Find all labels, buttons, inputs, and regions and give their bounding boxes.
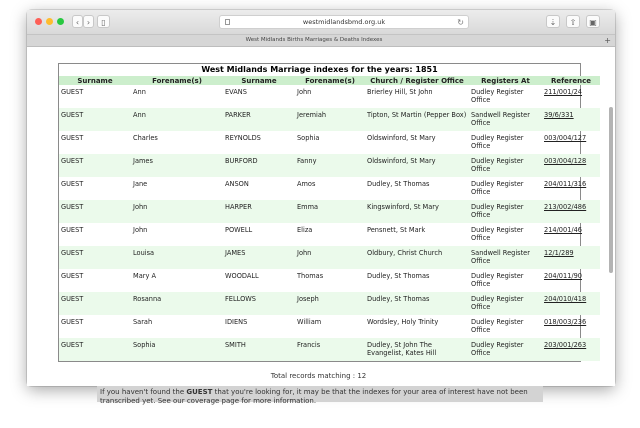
cell-reference xyxy=(542,177,600,200)
marriage-index-table xyxy=(58,63,591,362)
col-header-spouse-surname: Surname xyxy=(223,76,295,85)
forward-arrow-icon[interactable]: › xyxy=(83,15,94,28)
table-row xyxy=(59,154,600,177)
address-bar[interactable] xyxy=(219,15,469,29)
reference-link[interactable]: 003/004/127 xyxy=(544,134,587,142)
cell-church: Pensnett, St Mark xyxy=(367,226,426,234)
cell-spouse-forenames: Jeremiah xyxy=(295,108,365,131)
total-records: Total records matching : 12 xyxy=(270,372,367,380)
cell-surname: GUEST xyxy=(59,292,131,315)
reference-link[interactable]: 214/001/46 xyxy=(544,226,583,234)
cell-surname: GUEST xyxy=(59,338,131,361)
notice-text-after: that you're looking for, it may be that the indexes for your area of interest have not been transcribed yet. See our coverage page for more information. xyxy=(100,388,528,405)
cell-spouse-forenames: Thomas xyxy=(297,272,324,280)
cell-spouse-forenames: Sophia xyxy=(297,134,320,142)
tabs-overview-icon[interactable]: ▣ xyxy=(586,15,600,28)
cell-reference xyxy=(542,246,600,269)
cell-registers-at: Dudley Register Office xyxy=(471,318,524,334)
cell-forenames: Ann xyxy=(133,88,146,96)
cell-forenames: Ann xyxy=(131,108,223,131)
reload-icon[interactable]: ↻ xyxy=(457,18,464,27)
reference-link[interactable]: 211/001/24 xyxy=(544,88,583,96)
cell-spouse-forenames: John xyxy=(295,246,365,269)
cell-reference xyxy=(542,200,600,223)
cell-spouse-surname: ANSON xyxy=(225,180,249,188)
table-row xyxy=(59,246,600,269)
cell-registers-at: Dudley Register Office xyxy=(469,338,542,361)
browser-window xyxy=(27,10,615,405)
url-text: westmidlandsbmd.org.uk xyxy=(302,18,386,26)
table-row xyxy=(59,338,600,361)
cell-registers-at: Sandwell Register Office xyxy=(469,108,542,131)
sidebar-icon[interactable]: ▯ xyxy=(97,15,110,28)
table-row xyxy=(59,315,600,338)
cell-surname: GUEST xyxy=(61,226,84,234)
cell-spouse-surname: IDIENS xyxy=(225,318,248,326)
table-title: West Midlands Marriage indexes for the years: 1851 xyxy=(201,65,438,74)
cell-spouse-surname: REYNOLDS xyxy=(225,134,261,142)
cell-spouse-forenames: Fanny xyxy=(295,154,365,177)
col-header-surname: Surname xyxy=(59,76,131,85)
reference-link[interactable]: 003/004/128 xyxy=(544,157,587,165)
cell-forenames: John xyxy=(131,200,223,223)
col-header-registers-at: Registers At xyxy=(469,76,542,85)
cell-registers-at: Dudley Register Office xyxy=(469,292,542,315)
cell-reference xyxy=(542,154,600,177)
cell-registers-at: Dudley Register Office xyxy=(469,154,542,177)
cell-registers-at: Dudley Register Office xyxy=(471,180,524,196)
cell-reference xyxy=(542,223,600,246)
cell-registers-at: Dudley Register Office xyxy=(469,200,542,223)
notice-surname: GUEST xyxy=(186,388,213,396)
table-row xyxy=(59,200,600,223)
cell-reference xyxy=(542,338,600,361)
cell-spouse-surname: POWELL xyxy=(225,226,253,234)
table-row xyxy=(59,108,600,131)
col-header-reference: Reference xyxy=(542,76,600,85)
reference-link[interactable]: 203/001/263 xyxy=(544,341,587,349)
tab-title[interactable]: West Midlands Births Marriages & Deaths Indexes xyxy=(245,37,383,43)
cell-registers-at: Dudley Register Office xyxy=(471,134,524,150)
cell-surname: GUEST xyxy=(59,154,131,177)
reference-link[interactable]: 204/010/418 xyxy=(544,295,587,303)
cell-spouse-forenames: John xyxy=(297,88,312,96)
cell-registers-at: Dudley Register Office xyxy=(471,226,524,242)
table-row xyxy=(59,292,600,315)
cell-registers-at: Sandwell Register Office xyxy=(469,246,542,269)
cell-spouse-surname: PARKER xyxy=(223,108,295,131)
cell-church: Dudley, St Thomas xyxy=(367,272,430,280)
cell-spouse-surname: WOODALL xyxy=(225,272,259,280)
table-row xyxy=(59,177,600,200)
cell-reference xyxy=(542,108,600,131)
cell-spouse-surname: BURFORD xyxy=(223,154,295,177)
cell-surname: GUEST xyxy=(61,180,84,188)
cell-spouse-surname: HARPER xyxy=(223,200,295,223)
reference-link[interactable]: 39/6/331 xyxy=(544,111,574,119)
table-row xyxy=(59,269,600,292)
cell-reference xyxy=(542,85,600,108)
cell-reference xyxy=(542,315,600,338)
close-dot-icon[interactable] xyxy=(35,18,42,25)
col-header-church: Church / Register Office xyxy=(365,76,469,85)
cell-church: Oldswinford, St Mary xyxy=(367,134,436,142)
new-tab-plus-icon[interactable]: + xyxy=(604,36,611,45)
cell-spouse-forenames: Eliza xyxy=(297,226,313,234)
cell-surname: GUEST xyxy=(59,108,131,131)
table-row xyxy=(59,85,600,108)
cell-church: Dudley, St Thomas xyxy=(365,292,469,315)
cell-spouse-surname: FELLOWS xyxy=(223,292,295,315)
cell-spouse-forenames: Francis xyxy=(295,338,365,361)
cell-church: Tipton, St Martin (Pepper Box) xyxy=(365,108,469,131)
cell-forenames: James xyxy=(131,154,223,177)
cell-forenames: Sophia xyxy=(131,338,223,361)
cell-church: Brierley Hill, St John xyxy=(367,88,433,96)
cell-surname: GUEST xyxy=(61,272,84,280)
cell-church: Dudley, St John The Evangelist, Kates Hill xyxy=(365,338,469,361)
cell-forenames: Mary A xyxy=(133,272,156,280)
cell-forenames: Rosanna xyxy=(131,292,223,315)
cell-church: Kingswinford, St Mary xyxy=(365,200,469,223)
cell-church: Oldbury, Christ Church xyxy=(365,246,469,269)
cell-spouse-forenames: William xyxy=(297,318,322,326)
cell-spouse-surname: SMITH xyxy=(223,338,295,361)
tab-bar xyxy=(27,35,615,47)
cell-forenames: John xyxy=(133,226,148,234)
cell-registers-at: Dudley Register Office xyxy=(471,88,524,104)
cell-spouse-surname: EVANS xyxy=(225,88,247,96)
cell-spouse-forenames: Emma xyxy=(295,200,365,223)
reference-link[interactable]: 204/011/316 xyxy=(544,180,587,188)
reference-link[interactable]: 018/003/236 xyxy=(544,318,587,326)
cell-forenames: Sarah xyxy=(133,318,153,326)
col-header-forenames: Forename(s) xyxy=(131,76,223,85)
cell-surname: GUEST xyxy=(61,134,84,142)
table-row xyxy=(59,223,600,246)
cell-church: Oldswinford, St Mary xyxy=(365,154,469,177)
scrollbar[interactable] xyxy=(609,107,613,273)
back-arrow-icon[interactable]: ‹ xyxy=(72,15,83,28)
cell-spouse-forenames: Joseph xyxy=(295,292,365,315)
not-found-notice xyxy=(97,386,543,405)
reference-link[interactable]: 204/011/90 xyxy=(544,272,583,280)
header-row xyxy=(59,76,600,85)
cell-reference xyxy=(542,269,600,292)
minimize-dot-icon[interactable] xyxy=(46,18,53,25)
cell-spouse-surname: JAMES xyxy=(223,246,295,269)
share-icon[interactable]: ⇧ xyxy=(566,15,580,28)
cell-forenames: Charles xyxy=(133,134,158,142)
maximize-dot-icon[interactable] xyxy=(57,18,64,25)
cell-registers-at: Dudley Register Office xyxy=(471,272,524,288)
col-header-spouse-forenames: Forename(s) xyxy=(295,76,365,85)
download-icon[interactable]: ⇣ xyxy=(546,15,560,28)
table-row xyxy=(59,131,600,154)
cell-surname: GUEST xyxy=(59,246,131,269)
cell-surname: GUEST xyxy=(61,88,84,96)
cell-forenames: Louisa xyxy=(131,246,223,269)
cell-church: Wordsley, Holy Trinity xyxy=(367,318,439,326)
cell-surname: GUEST xyxy=(61,318,84,326)
cell-church: Dudley, St Thomas xyxy=(367,180,430,188)
reference-link[interactable]: 213/002/486 xyxy=(544,203,587,211)
browser-toolbar xyxy=(27,10,615,35)
cell-reference xyxy=(542,292,600,315)
cell-reference xyxy=(542,131,600,154)
cell-spouse-forenames: Amos xyxy=(297,180,316,188)
notice-text-before: If you haven't found the xyxy=(100,388,187,396)
cell-forenames: Jane xyxy=(133,180,148,188)
page-content xyxy=(27,47,615,405)
cell-surname: GUEST xyxy=(59,200,131,223)
reference-link[interactable]: 12/1/289 xyxy=(544,249,574,257)
